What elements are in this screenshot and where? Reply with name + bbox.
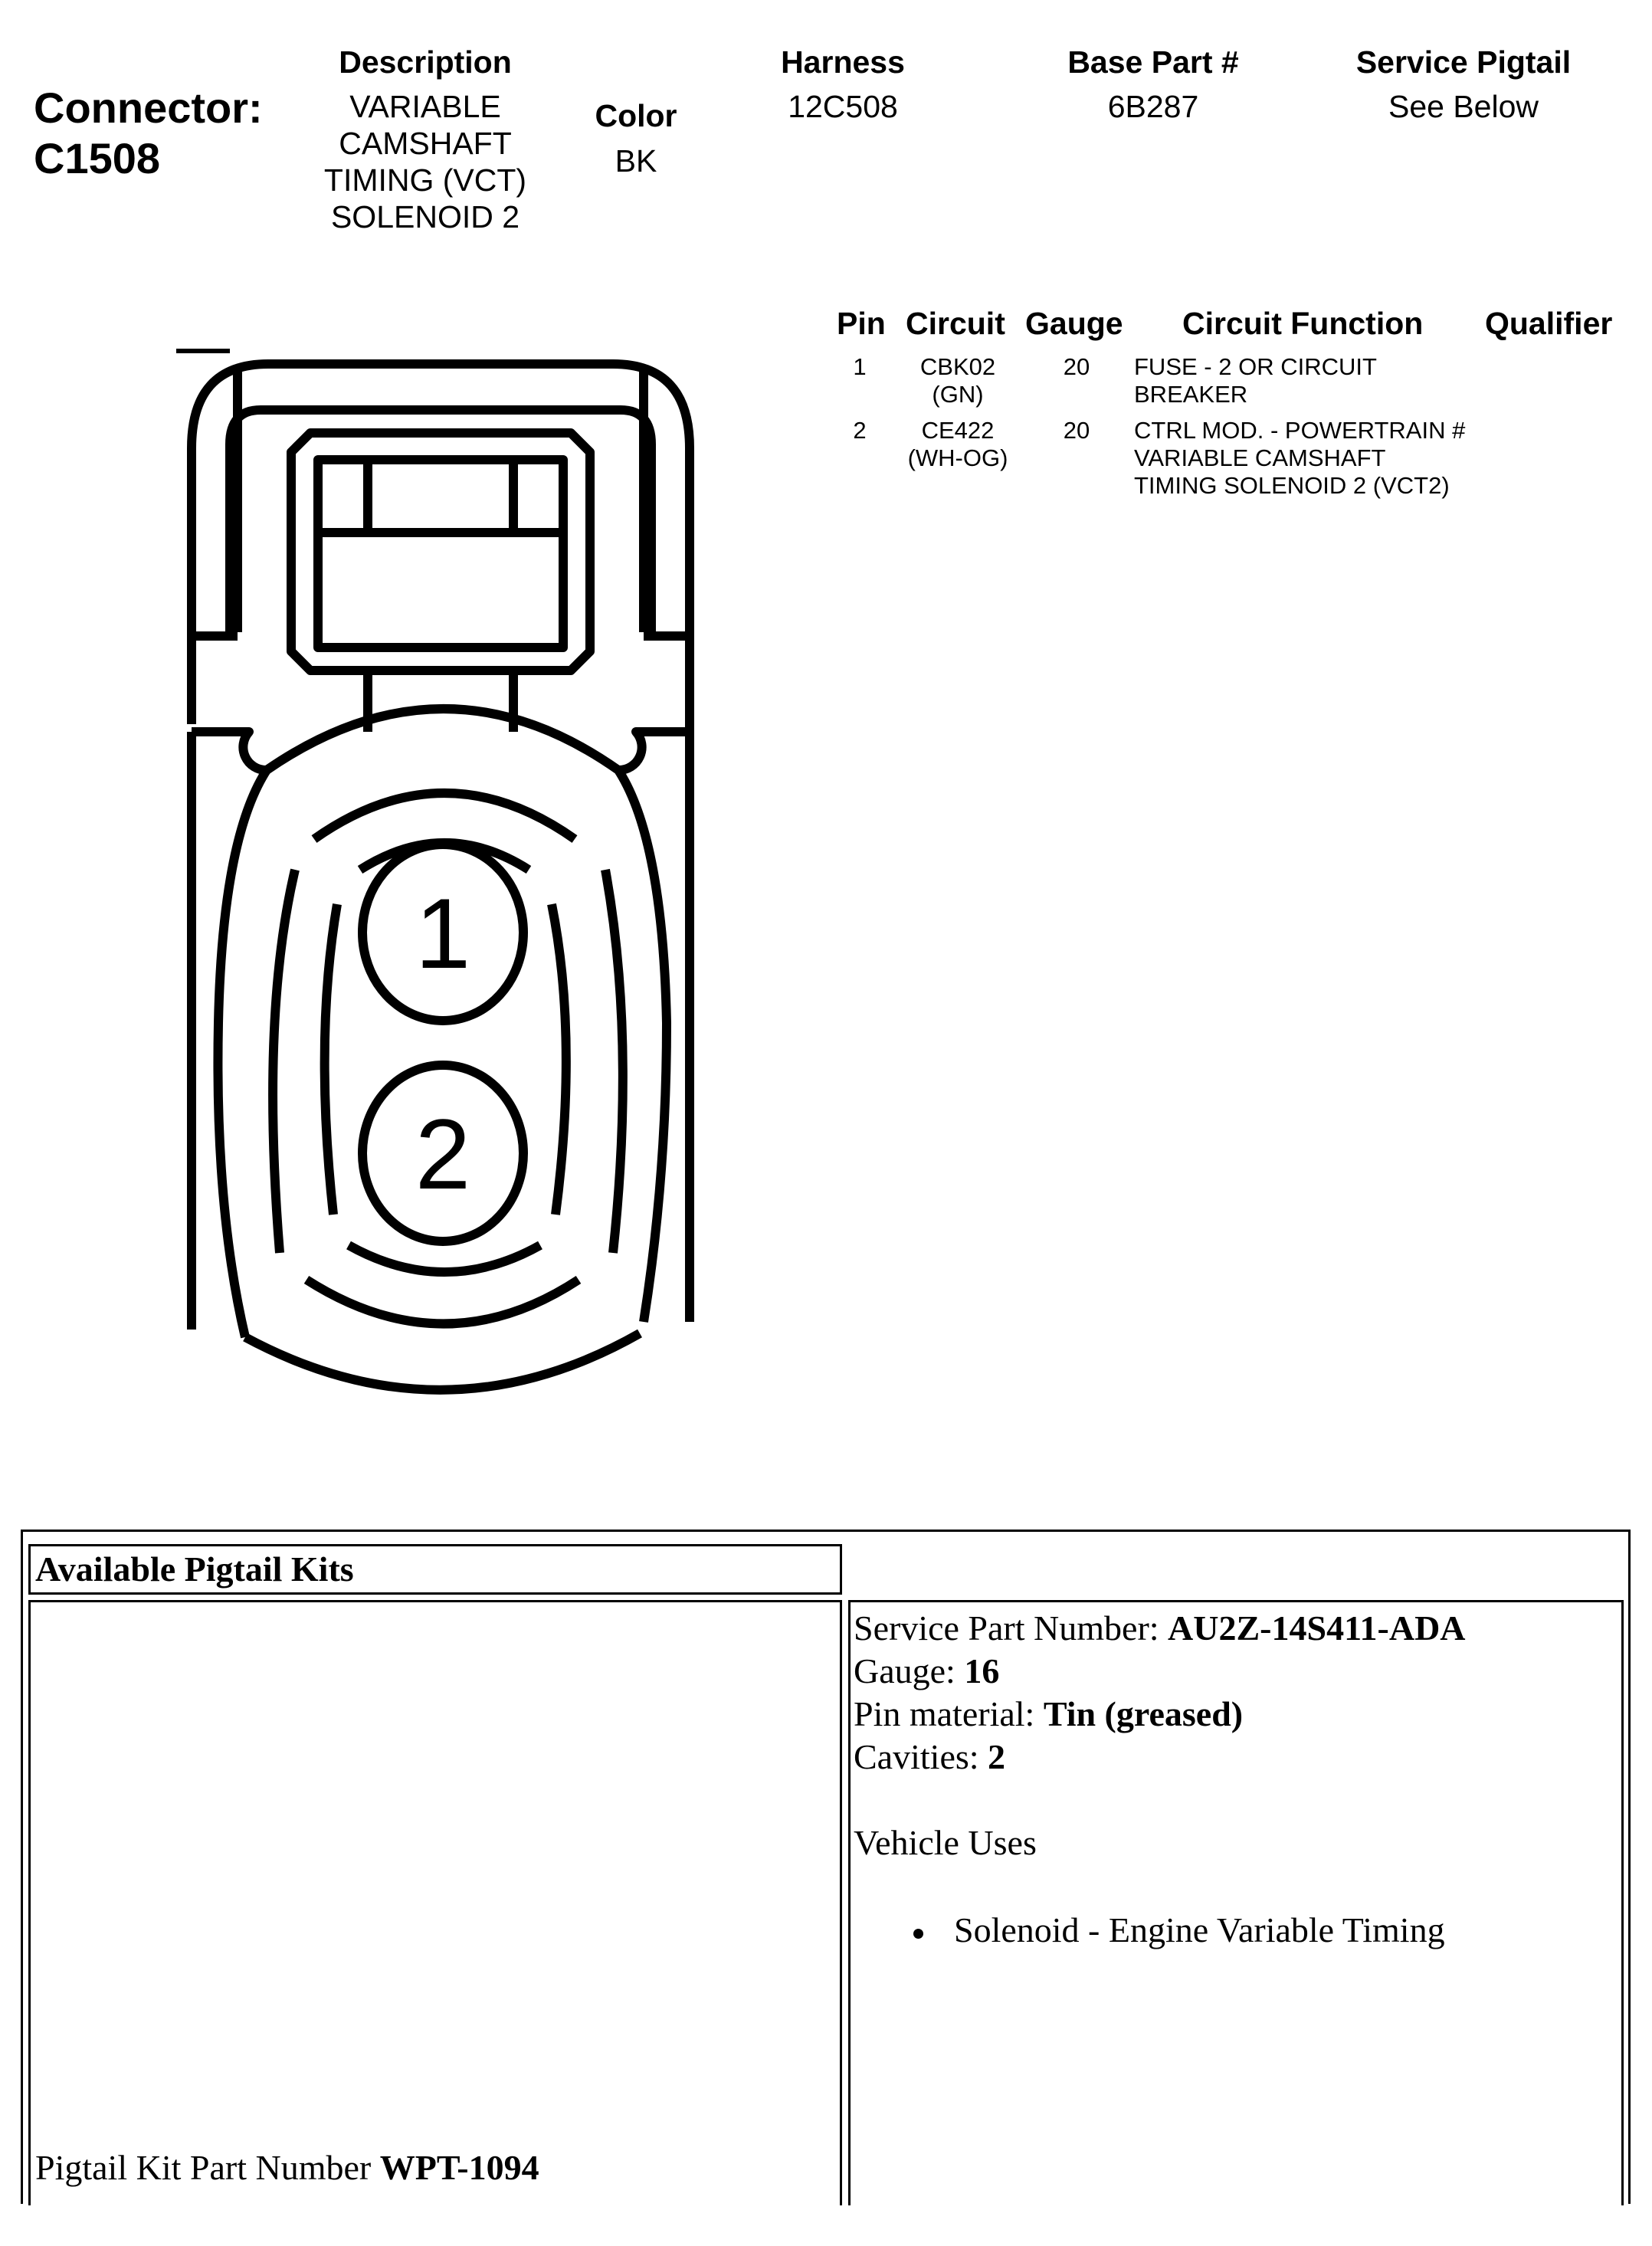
latch-window xyxy=(318,460,563,648)
cavities xyxy=(854,1736,1466,1779)
gauge-value: 20 xyxy=(1063,417,1090,444)
cavities-value: 2 xyxy=(988,1737,1006,1776)
middle-ring-top xyxy=(314,793,575,839)
qualifier-column-header: Qualifier xyxy=(1485,306,1613,341)
circuit-code xyxy=(881,417,1034,472)
pin-number: 2 xyxy=(853,417,867,444)
latch-outline xyxy=(291,433,590,671)
function-line: FUSE - 2 OR CIRCUIT xyxy=(1134,353,1377,380)
base-part-header: Base Part # xyxy=(1067,44,1239,80)
waist-right xyxy=(618,732,690,770)
circuit-function xyxy=(1134,353,1486,408)
function-line: BREAKER xyxy=(1134,381,1248,408)
gauge-label: Gauge: xyxy=(854,1651,965,1690)
pin-material xyxy=(854,1693,1466,1736)
vehicle-use-text: Solenoid - Engine Variable Timing xyxy=(954,1910,1445,1949)
pin-column-header: Pin xyxy=(837,306,886,341)
description-header: Description xyxy=(339,44,512,80)
base-part-value: 6B287 xyxy=(1107,89,1199,124)
circuit-line: CE422 xyxy=(921,417,995,444)
kit-label: Pigtail Kit Part Number xyxy=(35,2148,380,2187)
gauge-number: 16 xyxy=(964,1651,1000,1690)
middle-ring-left xyxy=(273,870,295,1253)
service-pigtail-header: Service Pigtail xyxy=(1355,44,1572,80)
pin-number: 1 xyxy=(853,353,867,380)
circuit-code xyxy=(881,353,1034,408)
body-outer-left xyxy=(218,770,267,1337)
middle-ring-bottom xyxy=(306,1280,579,1324)
circuit-line: (GN) xyxy=(932,381,984,408)
body-bottom xyxy=(245,1333,640,1390)
circuit-column-header: Circuit xyxy=(906,306,1005,341)
cavity-right xyxy=(552,904,566,1215)
middle-ring-right xyxy=(605,870,623,1253)
pigtail-details-cell xyxy=(848,1600,1624,2205)
cavity-bottom xyxy=(349,1245,540,1272)
connector-title xyxy=(34,83,263,184)
service-part-number xyxy=(854,1607,1466,1650)
circuit-function-column-header: Circuit Function xyxy=(1182,306,1424,341)
kit-value: WPT-1094 xyxy=(379,2148,539,2187)
circuit-function xyxy=(1134,417,1517,500)
pigtail-image-cell xyxy=(28,1600,842,2205)
description-value xyxy=(291,88,559,235)
circuit-line: (WH-OG) xyxy=(907,444,1008,471)
pigtail-heading: Available Pigtail Kits xyxy=(35,1549,354,1589)
description-line: TIMING (VCT) xyxy=(323,162,527,198)
service-part-value: AU2Z-14S411-ADA xyxy=(1168,1608,1466,1648)
bullet-icon xyxy=(913,1929,923,1939)
cavity-left xyxy=(325,904,337,1215)
function-line: VARIABLE CAMSHAFT xyxy=(1134,444,1386,471)
pin-2-label: 2 xyxy=(415,1098,471,1210)
pigtail-heading-cell xyxy=(28,1544,842,1595)
description-line: CAMSHAFT xyxy=(339,126,512,161)
cavities-label: Cavities: xyxy=(854,1737,988,1776)
description-line: VARIABLE xyxy=(349,89,501,124)
pin-1-label: 1 xyxy=(415,877,471,989)
connector-id: C1508 xyxy=(34,134,161,182)
gauge-column-header: Gauge xyxy=(1025,306,1123,341)
harness-header: Harness xyxy=(781,44,905,80)
pigtail-gauge xyxy=(854,1650,1466,1693)
function-line: CTRL MOD. - POWERTRAIN # xyxy=(1134,417,1466,444)
harness-value: 12C508 xyxy=(788,89,898,124)
waist-left xyxy=(192,732,267,770)
description-line: SOLENOID 2 xyxy=(330,199,520,234)
vehicle-uses-heading: Vehicle Uses xyxy=(854,1823,1037,1862)
function-line: TIMING SOLENOID 2 (VCT2) xyxy=(1134,472,1450,499)
color-header: Color xyxy=(595,98,677,133)
pigtail-details xyxy=(854,1607,1466,1952)
pin-material-label: Pin material: xyxy=(854,1694,1044,1733)
color-value: BK xyxy=(615,143,657,179)
service-pigtail-value: See Below xyxy=(1388,89,1539,124)
gauge-value: 20 xyxy=(1063,353,1090,380)
vehicle-use-item xyxy=(854,1909,1466,1952)
connector-face-drawing xyxy=(176,349,713,1429)
pin-material-value: Tin (greased) xyxy=(1043,1694,1244,1733)
circuit-line: CBK02 xyxy=(919,353,996,380)
service-part-label: Service Part Number: xyxy=(854,1608,1169,1648)
pigtail-kit-part-number xyxy=(35,2146,539,2189)
connector-label: Connector: xyxy=(34,84,263,132)
